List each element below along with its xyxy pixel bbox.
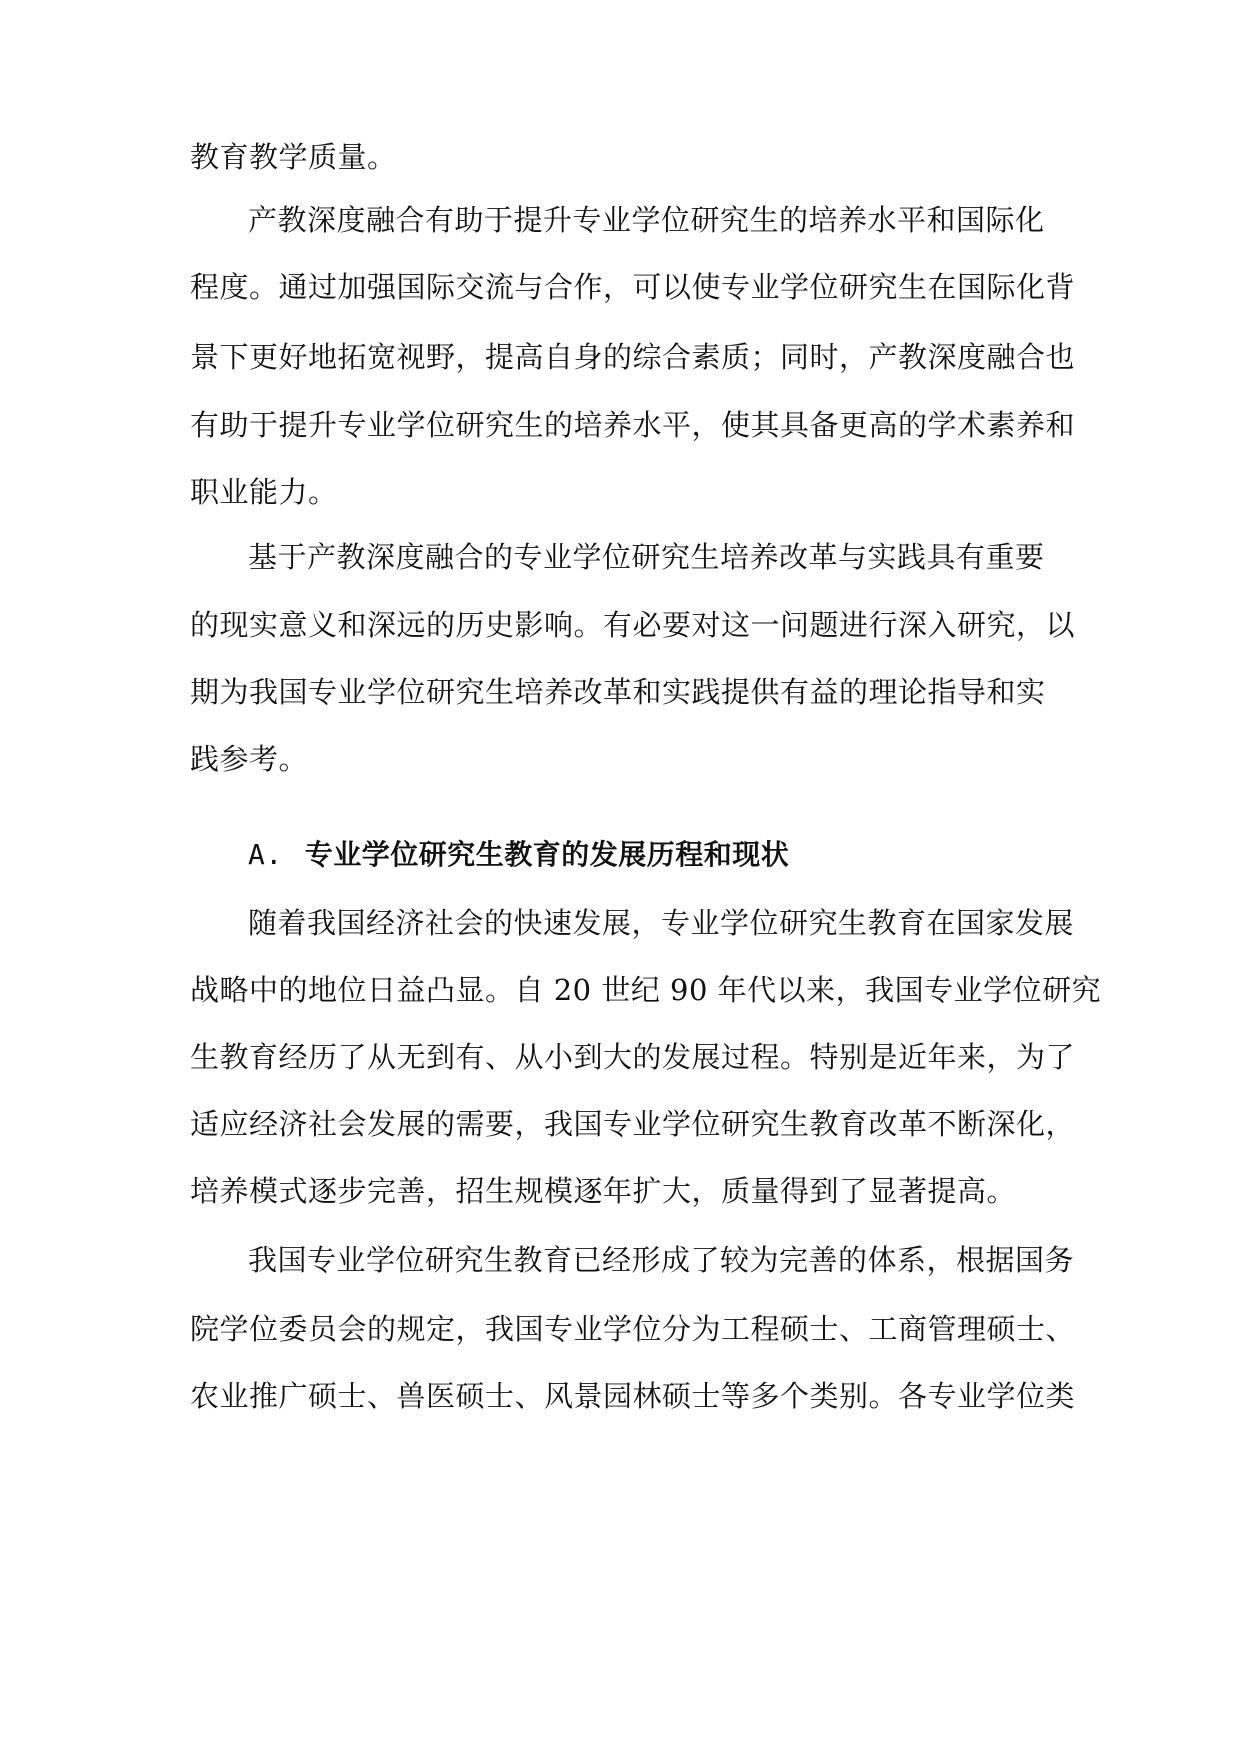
text-line: 期为我国专业学位研究生培养改革和实践提供有益的理论指导和实	[190, 675, 1046, 709]
section-heading-title: 专业学位研究生教育的发展历程和现状	[304, 838, 790, 871]
text-line: 景下更好地拓宽视野，提高自身的综合素质；同时，产教深度融合也	[190, 340, 1076, 374]
text-line: 的现实意义和深远的历史影响。有必要对这一问题进行深入研究，以	[190, 608, 1076, 642]
text-line: 随着我国经济社会的快速发展，专业学位研究生教育在国家发展	[248, 906, 1075, 940]
section-heading-marker: A.	[248, 838, 283, 871]
text-line: 践参考。	[190, 742, 309, 776]
text-line: 培养模式逐步完善，招生规模逐年扩大，质量得到了显著提高。	[190, 1174, 1017, 1208]
text-line: 产教深度融合有助于提升专业学位研究生的培养水平和国际化	[248, 203, 1045, 237]
text-line: 基于产教深度融合的专业学位研究生培养改革与实践具有重要	[248, 540, 1045, 574]
text-line: 职业能力。	[190, 475, 338, 509]
text-line: 生教育经历了从无到有、从小到大的发展过程。特别是近年来，为了	[190, 1040, 1076, 1074]
text-line: 适应经济社会发展的需要，我国专业学位研究生教育改革不断深化，	[190, 1107, 1076, 1141]
text-line: 有助于提升专业学位研究生的培养水平，使其具备更高的学术素养和	[190, 408, 1076, 442]
text-line: 我国专业学位研究生教育已经形成了较为完善的体系，根据国务	[248, 1243, 1075, 1277]
text-line: 教育教学质量。	[190, 140, 397, 174]
text-line: 院学位委员会的规定，我国专业学位分为工程硕士、工商管理硕士、	[190, 1312, 1076, 1346]
text-line: 战略中的地位日益凸显。自 20 世纪 90 年代以来，我国专业学位研究	[190, 973, 1102, 1007]
text-line: 农业推广硕士、兽医硕士、风景园林硕士等多个类别。各专业学位类	[190, 1379, 1076, 1413]
section-heading	[248, 835, 789, 875]
text-line: 程度。通过加强国际交流与合作，可以使专业学位研究生在国际化背	[190, 270, 1076, 304]
